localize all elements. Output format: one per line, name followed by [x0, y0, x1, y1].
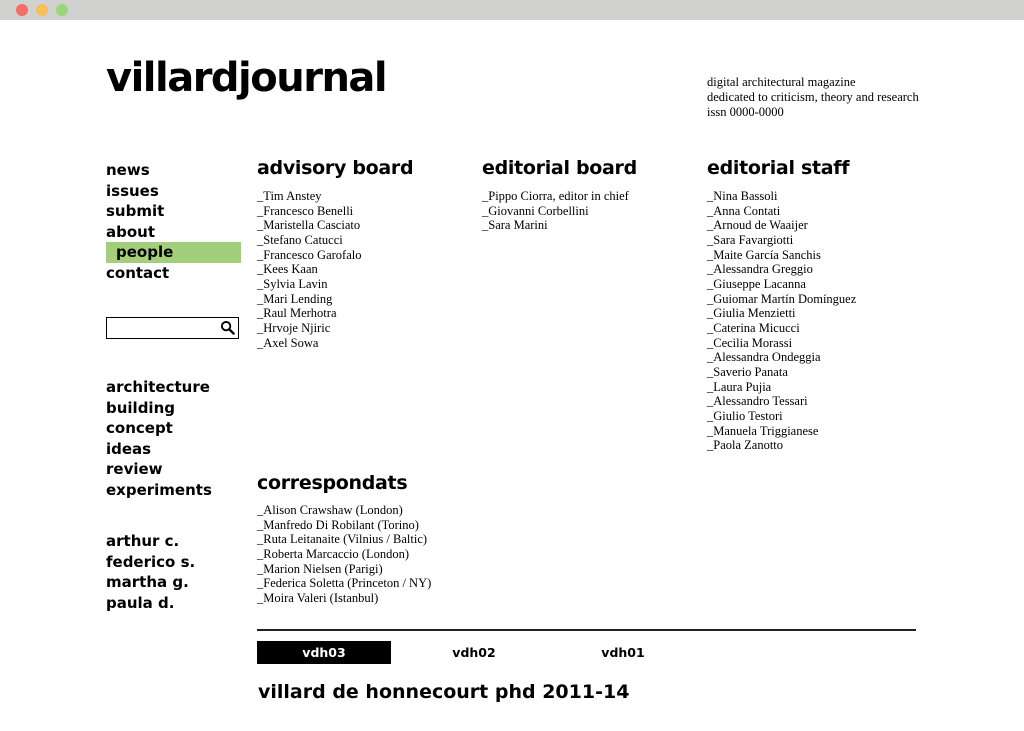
name-list-item: _Manuela Triggianese: [707, 423, 819, 438]
name-list-item: _Anna Contati: [707, 203, 781, 218]
window-titlebar: [0, 0, 1024, 20]
category-link[interactable]: ideas: [106, 439, 152, 458]
name-list-item: _Maite García Sanchis: [707, 247, 821, 262]
editorial-staff-title: editorial staff: [707, 157, 850, 179]
name-list-item: _Federica Soletta (Princeton / NY): [257, 576, 432, 591]
author-link[interactable]: arthur c.: [106, 532, 180, 550]
name-list-item: _Sylvia Lavin: [257, 276, 328, 291]
nav-item-people[interactable]: people: [106, 242, 241, 263]
advisory-board-title: advisory board: [257, 157, 414, 179]
tagline-line: issn 0000-0000: [707, 105, 784, 119]
minimize-window-button[interactable]: [36, 4, 48, 16]
category-link[interactable]: concept: [106, 419, 173, 437]
divider: [257, 629, 916, 631]
search-box: [106, 317, 239, 339]
name-list-item: _Sara Marini: [482, 218, 548, 233]
author-link[interactable]: martha g.: [106, 573, 189, 591]
name-list-item: _Giovanni Corbellini: [482, 203, 589, 218]
search-icon[interactable]: [220, 320, 235, 335]
author-nav: [106, 531, 195, 613]
issue-tab-vdh03[interactable]: vdh03: [257, 641, 391, 664]
main-nav: [106, 160, 241, 283]
name-list-item: _Giuseppe Lacanna: [707, 276, 806, 291]
name-list-item: _Caterina Micucci: [707, 320, 800, 335]
name-list-item: _Francesco Benelli: [257, 203, 354, 218]
category-link[interactable]: experiments: [106, 480, 212, 499]
site-tagline: [707, 75, 919, 120]
editorial-board-list: [482, 189, 629, 233]
issue-tab-vdh02[interactable]: vdh02: [452, 645, 496, 660]
name-list-item: _Mari Lending: [257, 291, 333, 306]
search-input[interactable]: [109, 319, 219, 335]
name-list-item: _Maristella Casciato: [257, 218, 361, 233]
name-list-item: _Arnoud de Waaijer: [707, 218, 808, 233]
tagline-line: digital architectural magazine: [707, 75, 856, 89]
author-link[interactable]: federico s.: [106, 552, 196, 571]
correspondents-title: correspondats: [257, 472, 408, 494]
correspondents-list: [257, 503, 431, 606]
footer-title: villard de honnecourt phd 2011-14: [258, 681, 630, 703]
close-window-button[interactable]: [16, 4, 28, 16]
name-list-item: _Alison Crawshaw (London): [257, 503, 403, 517]
issue-tab-vdh01[interactable]: vdh01: [601, 645, 645, 660]
advisory-board-list: [257, 189, 361, 350]
site-logo[interactable]: villardjournal: [106, 55, 387, 101]
name-list-item: _Giulio Testori: [707, 408, 783, 423]
name-list-item: _Manfredo Di Robilant (Torino): [257, 517, 419, 532]
name-list-item: _Raul Merhotra: [257, 306, 337, 321]
name-list-item: _Giulia Menzietti: [707, 306, 796, 321]
name-list-item: _Roberta Marcaccio (London): [257, 546, 410, 561]
category-nav: [106, 377, 212, 500]
category-link[interactable]: architecture: [106, 378, 210, 396]
name-list-item: _Cecilia Morassi: [707, 335, 793, 350]
name-list-item: _Saverio Panata: [707, 364, 788, 379]
category-link[interactable]: building: [106, 398, 175, 417]
nav-item-contact[interactable]: contact: [106, 263, 170, 282]
name-list-item: _Alessandra Greggio: [707, 262, 813, 277]
name-list-item: _Sara Favargiotti: [707, 232, 794, 247]
nav-item-submit[interactable]: submit: [106, 202, 165, 220]
name-list-item: _Moira Valeri (Istanbul): [257, 590, 379, 605]
name-list-item: _Alessandro Tessari: [707, 394, 808, 409]
name-list-item: _Ruta Leitanaite (Vilnius / Baltic): [257, 532, 428, 547]
editorial-board-title: editorial board: [482, 157, 637, 179]
name-list-item: _Francesco Garofalo: [257, 247, 362, 262]
editorial-staff-list: [707, 189, 856, 453]
nav-item-issues[interactable]: issues: [106, 181, 159, 200]
name-list-item: _Laura Pujia: [707, 379, 772, 394]
name-list-item: _Hrvoje Njiric: [257, 320, 331, 335]
name-list-item: _Paola Zanotto: [707, 438, 784, 453]
category-link[interactable]: review: [106, 460, 163, 478]
name-list-item: _Nina Bassoli: [707, 189, 778, 203]
maximize-window-button[interactable]: [56, 4, 68, 16]
author-link[interactable]: paula d.: [106, 593, 175, 612]
nav-item-news[interactable]: news: [106, 161, 150, 179]
name-list-item: _Alessandra Ondeggia: [707, 350, 821, 365]
name-list-item: _Kees Kaan: [257, 262, 318, 277]
nav-item-about[interactable]: about: [106, 222, 156, 241]
name-list-item: _Tim Anstey: [257, 189, 322, 203]
name-list-item: _Axel Sowa: [257, 335, 319, 350]
tagline-line: dedicated to criticism, theory and research: [707, 90, 919, 104]
name-list-item: _Guiomar Martín Domínguez: [707, 291, 857, 306]
name-list-item: _Stefano Catucci: [257, 232, 343, 247]
name-list-item: _Marion Nielsen (Parigi): [257, 561, 383, 576]
name-list-item: _Pippo Ciorra, editor in chief: [482, 189, 629, 203]
